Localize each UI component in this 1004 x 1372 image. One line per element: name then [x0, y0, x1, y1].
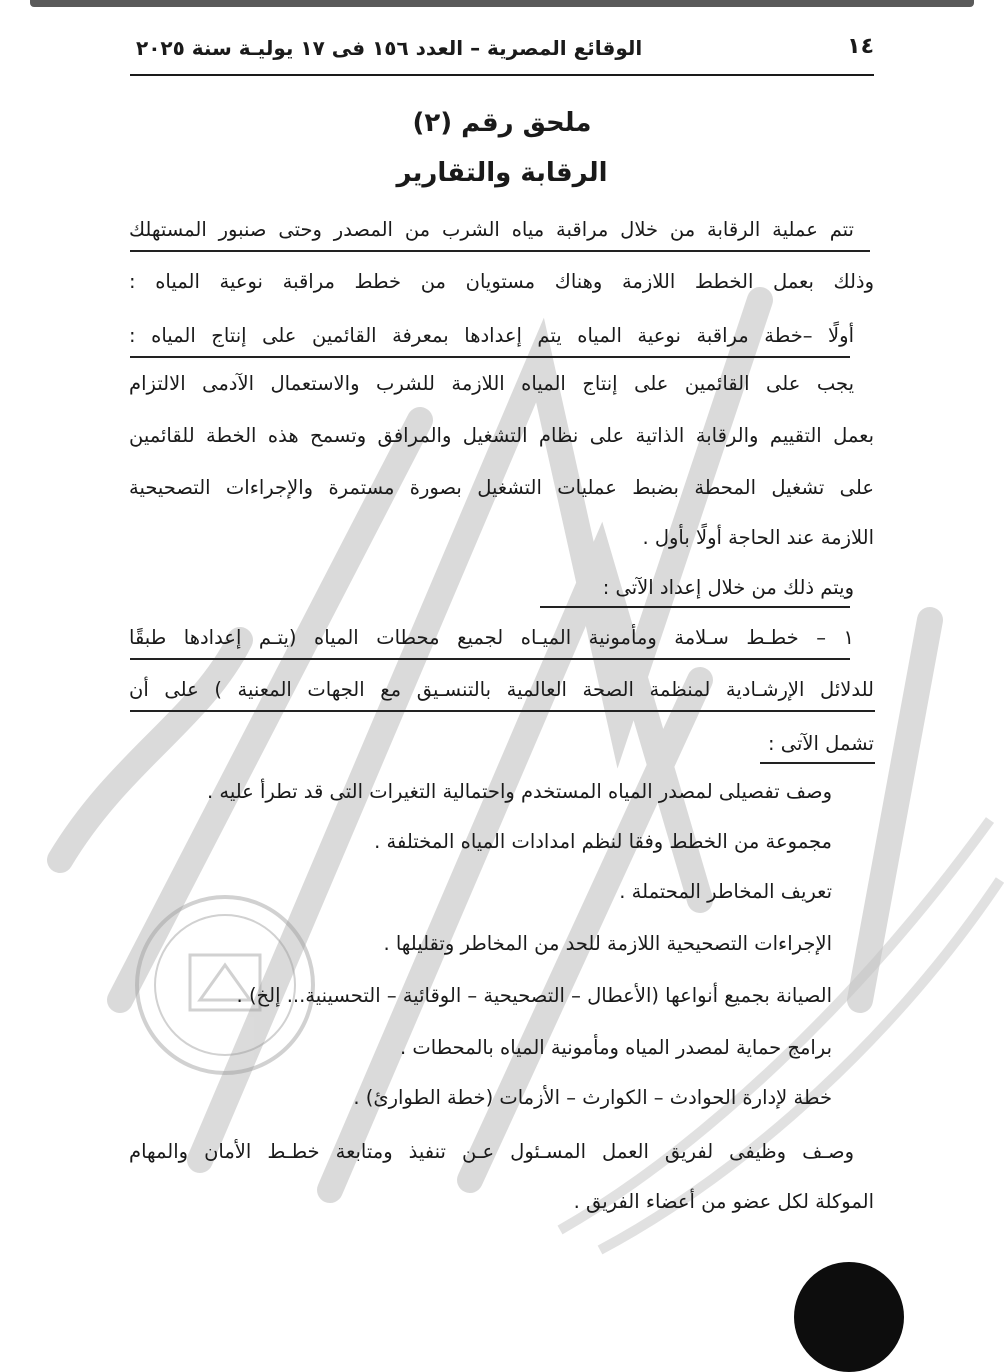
- list-item: وصـف وظيفى لفريق العمل المسـئول عـن تنفيذ ومتابعة خطـط الأمان والمهام: [129, 1140, 854, 1163]
- paragraph-line: يجب على القائمين على إنتاج المياه اللازمة للشرب والاستعمال الآدمى الالتزام: [129, 372, 854, 395]
- paragraph-line: أولًا –خطة مراقبة نوعية المياه يتم إعدادها بمعرفة القائمين على إنتاج المياه :: [129, 324, 854, 347]
- floating-action-button[interactable]: [794, 1262, 904, 1372]
- page-header: [130, 34, 874, 76]
- list-item: وصف تفصيلى لمصدر المياه المستخدم واحتمالية التغيرات التى قد تطرأ عليه .: [206, 780, 832, 803]
- list-item: الصيانة بجميع أنواعها (الأعطال – التصحيحية – الوقائية – التحسينية... إلخ) .: [236, 984, 832, 1007]
- paragraph-line: على تشغيل المحطة بضبط عمليات التشغيل بصورة مستمرة والإجراءات التصحيحية: [129, 476, 874, 499]
- paragraph-line: ويتم ذلك من خلال إعداد الآتى :: [602, 576, 854, 599]
- annex-title: ملحق رقم (٢): [412, 108, 592, 138]
- section-title: الرقابة والتقارير: [396, 158, 608, 188]
- text-underline: [130, 658, 850, 660]
- paragraph-line: وذلك بعمل الخطط اللازمة وهناك مستويان من خطط مراقبة نوعية المياه :: [129, 270, 874, 293]
- text-underline: [130, 250, 870, 252]
- gazette-issue-line: الوقائع المصرية – العدد ١٥٦ فى ١٧ يوليـة سنة ٢٠٢٥: [136, 36, 643, 60]
- paragraph-line: اللازمة عند الحاجة أولًا بأول .: [642, 526, 874, 549]
- text-underline: [760, 762, 875, 764]
- list-item: الإجراءات التصحيحية اللازمة للحد من المخاطر وتقليلها .: [383, 932, 832, 955]
- paragraph-line: تشمل الآتى :: [767, 732, 874, 755]
- list-item: برامج حماية لمصدر المياه ومأمونية المياه بالمحطات .: [399, 1036, 832, 1059]
- list-item: تعريف المخاطر المحتملة .: [619, 880, 832, 903]
- paragraph-line: تتم عملية الرقابة من خلال مراقبة مياه الشرب من المصدر وحتى صنبور المستهلك: [129, 218, 854, 241]
- paragraph-line: ١ – خطـط سـلامة ومأمونية الميـاه لجميع محطات المياه (يتـم إعدادها طبقًا: [129, 626, 854, 649]
- paragraph-line: للدلائل الإرشـادية لمنظمة الصحة العالمية بالتنسـيق مع الجهات المعنية ) على أن: [129, 678, 874, 701]
- list-item: مجموعة من الخطط وفقا لنظم امدادات المياه المختلفة .: [374, 830, 832, 853]
- page-number: ١٤: [847, 34, 874, 59]
- text-underline: [540, 606, 850, 608]
- paragraph-line: بعمل التقييم والرقابة الذاتية على نظام التشغيل والمرافق وتسمح هذه الخطة للقائمين: [129, 424, 874, 447]
- list-item: خطة لإدارة الحوادث – الكوارث – الأزمات (خطة الطوارئ) .: [353, 1086, 832, 1109]
- text-underline: [130, 356, 850, 358]
- text-underline: [130, 710, 875, 712]
- list-item: الموكلة لكل عضو من أعضاء الفريق .: [573, 1190, 874, 1213]
